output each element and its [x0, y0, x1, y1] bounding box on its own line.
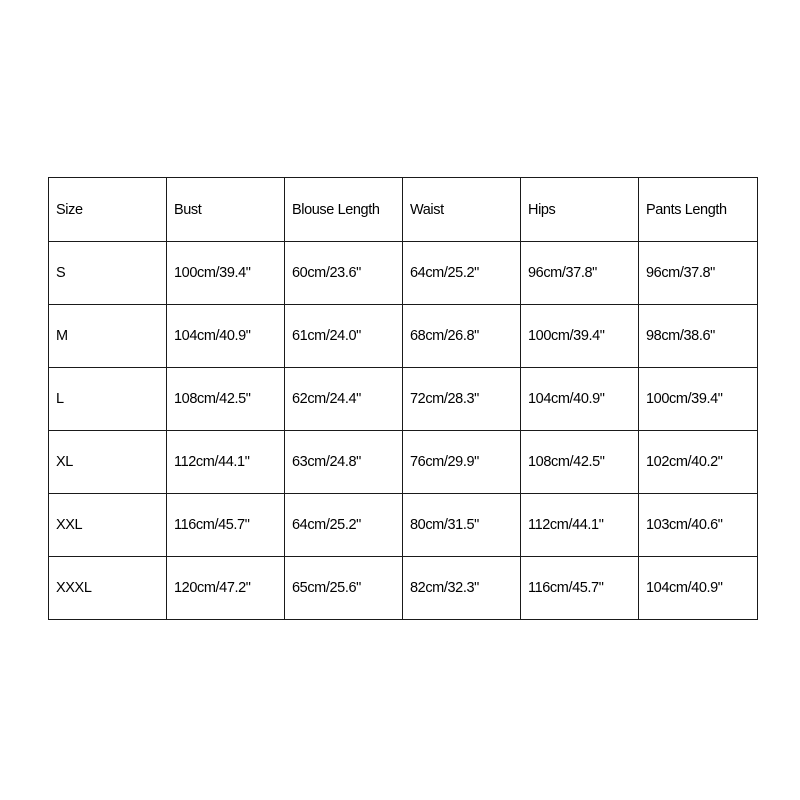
blouse-length-cell: 63cm/24.8" [285, 431, 403, 494]
waist-cell: 76cm/29.9" [403, 431, 521, 494]
hips-cell: 116cm/45.7" [521, 557, 639, 620]
table-row [49, 431, 758, 494]
size-cell: L [49, 368, 167, 431]
hips-cell: 96cm/37.8" [521, 242, 639, 305]
table-row [49, 557, 758, 620]
hips-cell: 108cm/42.5" [521, 431, 639, 494]
size-cell: XL [49, 431, 167, 494]
table-row [49, 242, 758, 305]
pants-length-cell: 104cm/40.9" [639, 557, 758, 620]
header-hips: Hips [521, 178, 639, 242]
size-cell: S [49, 242, 167, 305]
bust-cell: 100cm/39.4" [167, 242, 285, 305]
header-pants-length: Pants Length [639, 178, 758, 242]
table-row [49, 368, 758, 431]
waist-cell: 80cm/31.5" [403, 494, 521, 557]
pants-length-cell: 96cm/37.8" [639, 242, 758, 305]
blouse-length-cell: 64cm/25.2" [285, 494, 403, 557]
pants-length-cell: 100cm/39.4" [639, 368, 758, 431]
header-blouse-length: Blouse Length [285, 178, 403, 242]
waist-cell: 82cm/32.3" [403, 557, 521, 620]
size-cell: M [49, 305, 167, 368]
blouse-length-cell: 62cm/24.4" [285, 368, 403, 431]
header-size: Size [49, 178, 167, 242]
blouse-length-cell: 60cm/23.6" [285, 242, 403, 305]
waist-cell: 68cm/26.8" [403, 305, 521, 368]
hips-cell: 112cm/44.1" [521, 494, 639, 557]
bust-cell: 108cm/42.5" [167, 368, 285, 431]
table-row [49, 305, 758, 368]
header-bust: Bust [167, 178, 285, 242]
hips-cell: 104cm/40.9" [521, 368, 639, 431]
pants-length-cell: 103cm/40.6" [639, 494, 758, 557]
bust-cell: 104cm/40.9" [167, 305, 285, 368]
bust-cell: 112cm/44.1" [167, 431, 285, 494]
size-cell: XXXL [49, 557, 167, 620]
waist-cell: 72cm/28.3" [403, 368, 521, 431]
table-row [49, 494, 758, 557]
header-waist: Waist [403, 178, 521, 242]
bust-cell: 116cm/45.7" [167, 494, 285, 557]
size-chart-table [48, 177, 758, 620]
waist-cell: 64cm/25.2" [403, 242, 521, 305]
size-cell: XXL [49, 494, 167, 557]
pants-length-cell: 102cm/40.2" [639, 431, 758, 494]
hips-cell: 100cm/39.4" [521, 305, 639, 368]
blouse-length-cell: 65cm/25.6" [285, 557, 403, 620]
pants-length-cell: 98cm/38.6" [639, 305, 758, 368]
header-row [49, 178, 758, 242]
bust-cell: 120cm/47.2" [167, 557, 285, 620]
blouse-length-cell: 61cm/24.0" [285, 305, 403, 368]
